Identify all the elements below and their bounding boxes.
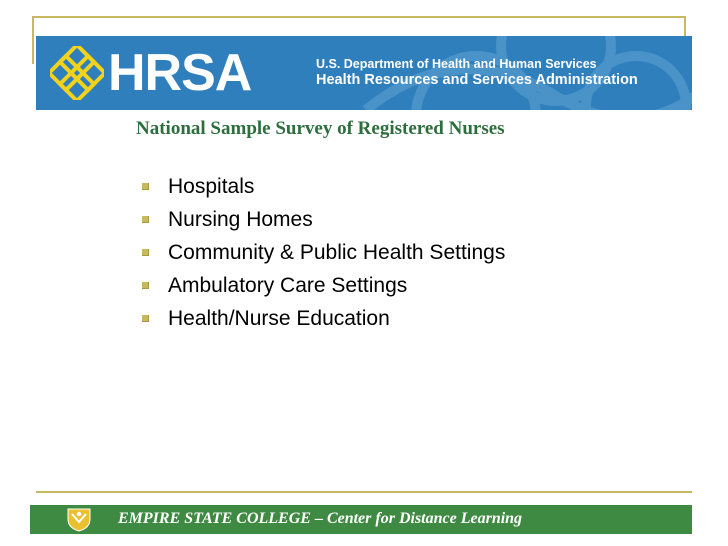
hrsa-wordmark: HRSA <box>108 44 252 102</box>
bullet-square-icon <box>142 216 149 223</box>
list-item <box>142 236 505 269</box>
bullet-text: Community & Public Health Settings <box>168 240 506 264</box>
bottom-rule <box>36 491 692 493</box>
bullet-text: Hospitals <box>168 174 255 198</box>
department-name: U.S. Department of Health and Human Services <box>316 57 597 71</box>
college-shield-icon <box>66 507 92 532</box>
hrsa-banner <box>36 36 692 110</box>
list-item <box>142 269 505 302</box>
bullet-list <box>142 170 505 335</box>
bullet-text: Ambulatory Care Settings <box>168 273 408 297</box>
list-item <box>142 302 505 335</box>
bullet-text: Nursing Homes <box>168 207 313 231</box>
bullet-square-icon <box>142 282 149 289</box>
bullet-square-icon <box>142 183 149 190</box>
left-rule <box>32 16 34 64</box>
list-item <box>142 203 505 236</box>
bullet-square-icon <box>142 315 149 322</box>
footer-bar <box>30 505 692 534</box>
hrsa-knot-icon <box>50 46 104 100</box>
footer-text: EMPIRE STATE COLLEGE – Center for Distance Learning <box>118 510 523 527</box>
top-rule <box>32 16 686 18</box>
bullet-text: Health/Nurse Education <box>168 306 390 330</box>
bullet-square-icon <box>142 249 149 256</box>
list-item <box>142 170 505 203</box>
slide-title: National Sample Survey of Registered Nurses <box>136 118 505 139</box>
agency-name: Health Resources and Services Administration <box>316 72 638 88</box>
